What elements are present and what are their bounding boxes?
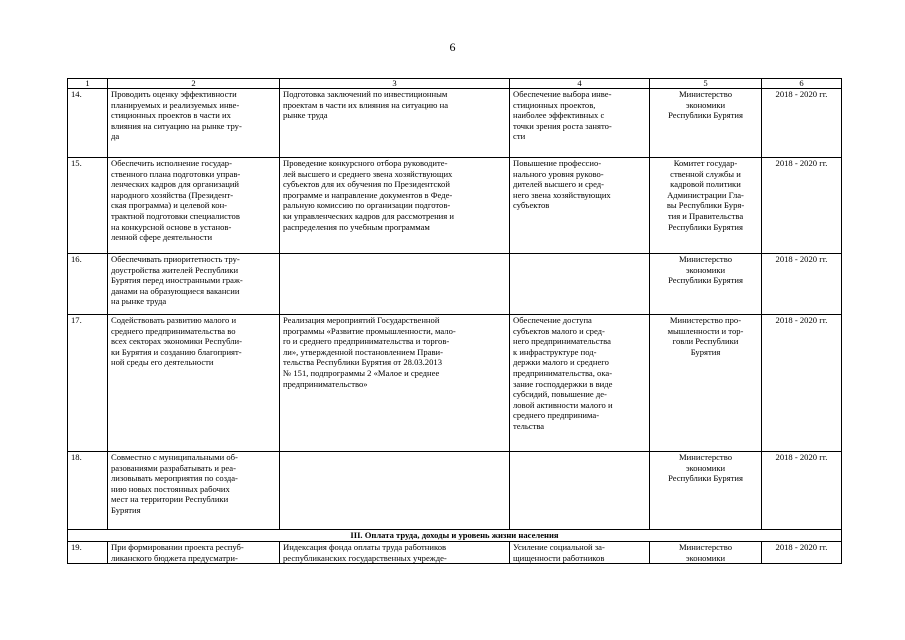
row-number: 16. — [68, 254, 108, 315]
executor-cell: Министерство экономики Республики Бурятия — [650, 89, 762, 158]
section-title: III. Оплата труда, доходы и уровень жизни населения — [68, 530, 842, 542]
period-cell: 2018 - 2020 гг. — [762, 158, 842, 254]
column-number: 1 — [68, 79, 108, 89]
column-number-row — [68, 79, 842, 89]
mechanism-cell — [280, 452, 510, 530]
result-cell: Повышение профессио- нального уровня руково- дителей высшего и сред- него звена хозяйствующих субъектов — [510, 158, 650, 254]
period-cell: 2018 - 2020 гг. — [762, 452, 842, 530]
executor-cell: Министерство про- мышленности и тор- говли Республики Бурятия — [650, 315, 762, 452]
measure-cell: Обеспечить исполнение государ- ственного плана подготовки управ- ленческих кадров для организаций народного хозяйства (Президент- ская программа) и целевой кон- трактной подготовки специалистов на конкурсной основе в установ- ленной сфере деятельности — [108, 158, 280, 254]
mechanism-cell: Реализация мероприятий Государственной программы «Развитие промышленности, мало- го и среднего предпринимательства и торгов- ли», утвержденной постановлением Прави- тельства Республики Бурятия от 28.03.2013 № 151, подпрограммы 2 «Малое и среднее предпринимательство» — [280, 315, 510, 452]
measure-cell: Совместно с муниципальными об- разованиями разрабатывать и реа- лизовывать мероприятия по созда- нию новых постоянных рабочих мест на территории Республики Бурятия — [108, 452, 280, 530]
table-row — [68, 254, 842, 315]
measure-cell: Содействовать развитию малого и среднего предпринимательства во всех секторах экономики Республи- ки Бурятия и созданию благоприят- ной среды его деятельности — [108, 315, 280, 452]
row-number: 14. — [68, 89, 108, 158]
mechanism-cell — [280, 254, 510, 315]
executor-cell: Министерство экономики Республики Бурятия — [650, 452, 762, 530]
executor-cell: Комитет государ- ственной службы и кадровой политики Администрации Гла- вы Республики Буря- тия и Правительства Республики Бурятия — [650, 158, 762, 254]
measure-cell: Обеспечивать приоритетность тру- доустройства жителей Республики Бурятия перед иностранными граж- данами на образующиеся вакансии на рынке труда — [108, 254, 280, 315]
period-cell: 2018 - 2020 гг. — [762, 89, 842, 158]
column-number: 3 — [280, 79, 510, 89]
result-cell — [510, 254, 650, 315]
period-cell: 2018 - 2020 гг. — [762, 315, 842, 452]
mechanism-cell: Проведение конкурсного отбора руководите- лей высшего и среднего звена хозяйствующих субъектов для их обучения по Президентской программе и направление документов в Феде- ральную комиссию по организации подготов- ки управленческих кадров для рассмотрения и распределения по учебным программам — [280, 158, 510, 254]
table-row — [68, 452, 842, 530]
result-cell: Обеспечение выбора инве- стиционных проектов, наиболее эффективных с точки зрения роста занято- сти — [510, 89, 650, 158]
column-number: 4 — [510, 79, 650, 89]
result-cell: Обеспечение доступа субъектов малого и сред- него предпринимательства к инфраструктуре под- держки малого и среднего предпринимательства, ока- зание господдержки в виде субсидий, повышение де- ловой активности малого и среднего предпринима- тельства — [510, 315, 650, 452]
measure-cell: Проводить оценку эффективности планируемых и реализуемых инве- стиционных проектов в части их влияния на ситуацию на рынке тру- да — [108, 89, 280, 158]
table-row — [68, 542, 842, 564]
result-cell — [510, 452, 650, 530]
row-number: 19. — [68, 542, 108, 564]
executor-cell: Министерство экономики — [650, 542, 762, 564]
row-number: 17. — [68, 315, 108, 452]
executor-cell: Министерство экономики Республики Бурятия — [650, 254, 762, 315]
measure-cell: При формировании проекта респуб- ликанского бюджета предусматри- — [108, 542, 280, 564]
table-row — [68, 158, 842, 254]
mechanism-cell: Индексация фонда оплаты труда работников республиканских государственных учрежде- — [280, 542, 510, 564]
result-cell: Усиление социальной за- щищенности работников — [510, 542, 650, 564]
period-cell: 2018 - 2020 гг. — [762, 254, 842, 315]
row-number: 15. — [68, 158, 108, 254]
mechanism-cell: Подготовка заключений по инвестиционным проектам в части их влияния на ситуацию на рынке труда — [280, 89, 510, 158]
section-row — [68, 530, 842, 542]
table-row — [68, 315, 842, 452]
column-number: 5 — [650, 79, 762, 89]
table-row — [68, 89, 842, 158]
row-number: 18. — [68, 452, 108, 530]
column-number: 2 — [108, 79, 280, 89]
measures-table — [67, 78, 842, 564]
page-number: 6 — [449, 40, 456, 54]
column-number: 6 — [762, 79, 842, 89]
period-cell: 2018 - 2020 гг. — [762, 542, 842, 564]
